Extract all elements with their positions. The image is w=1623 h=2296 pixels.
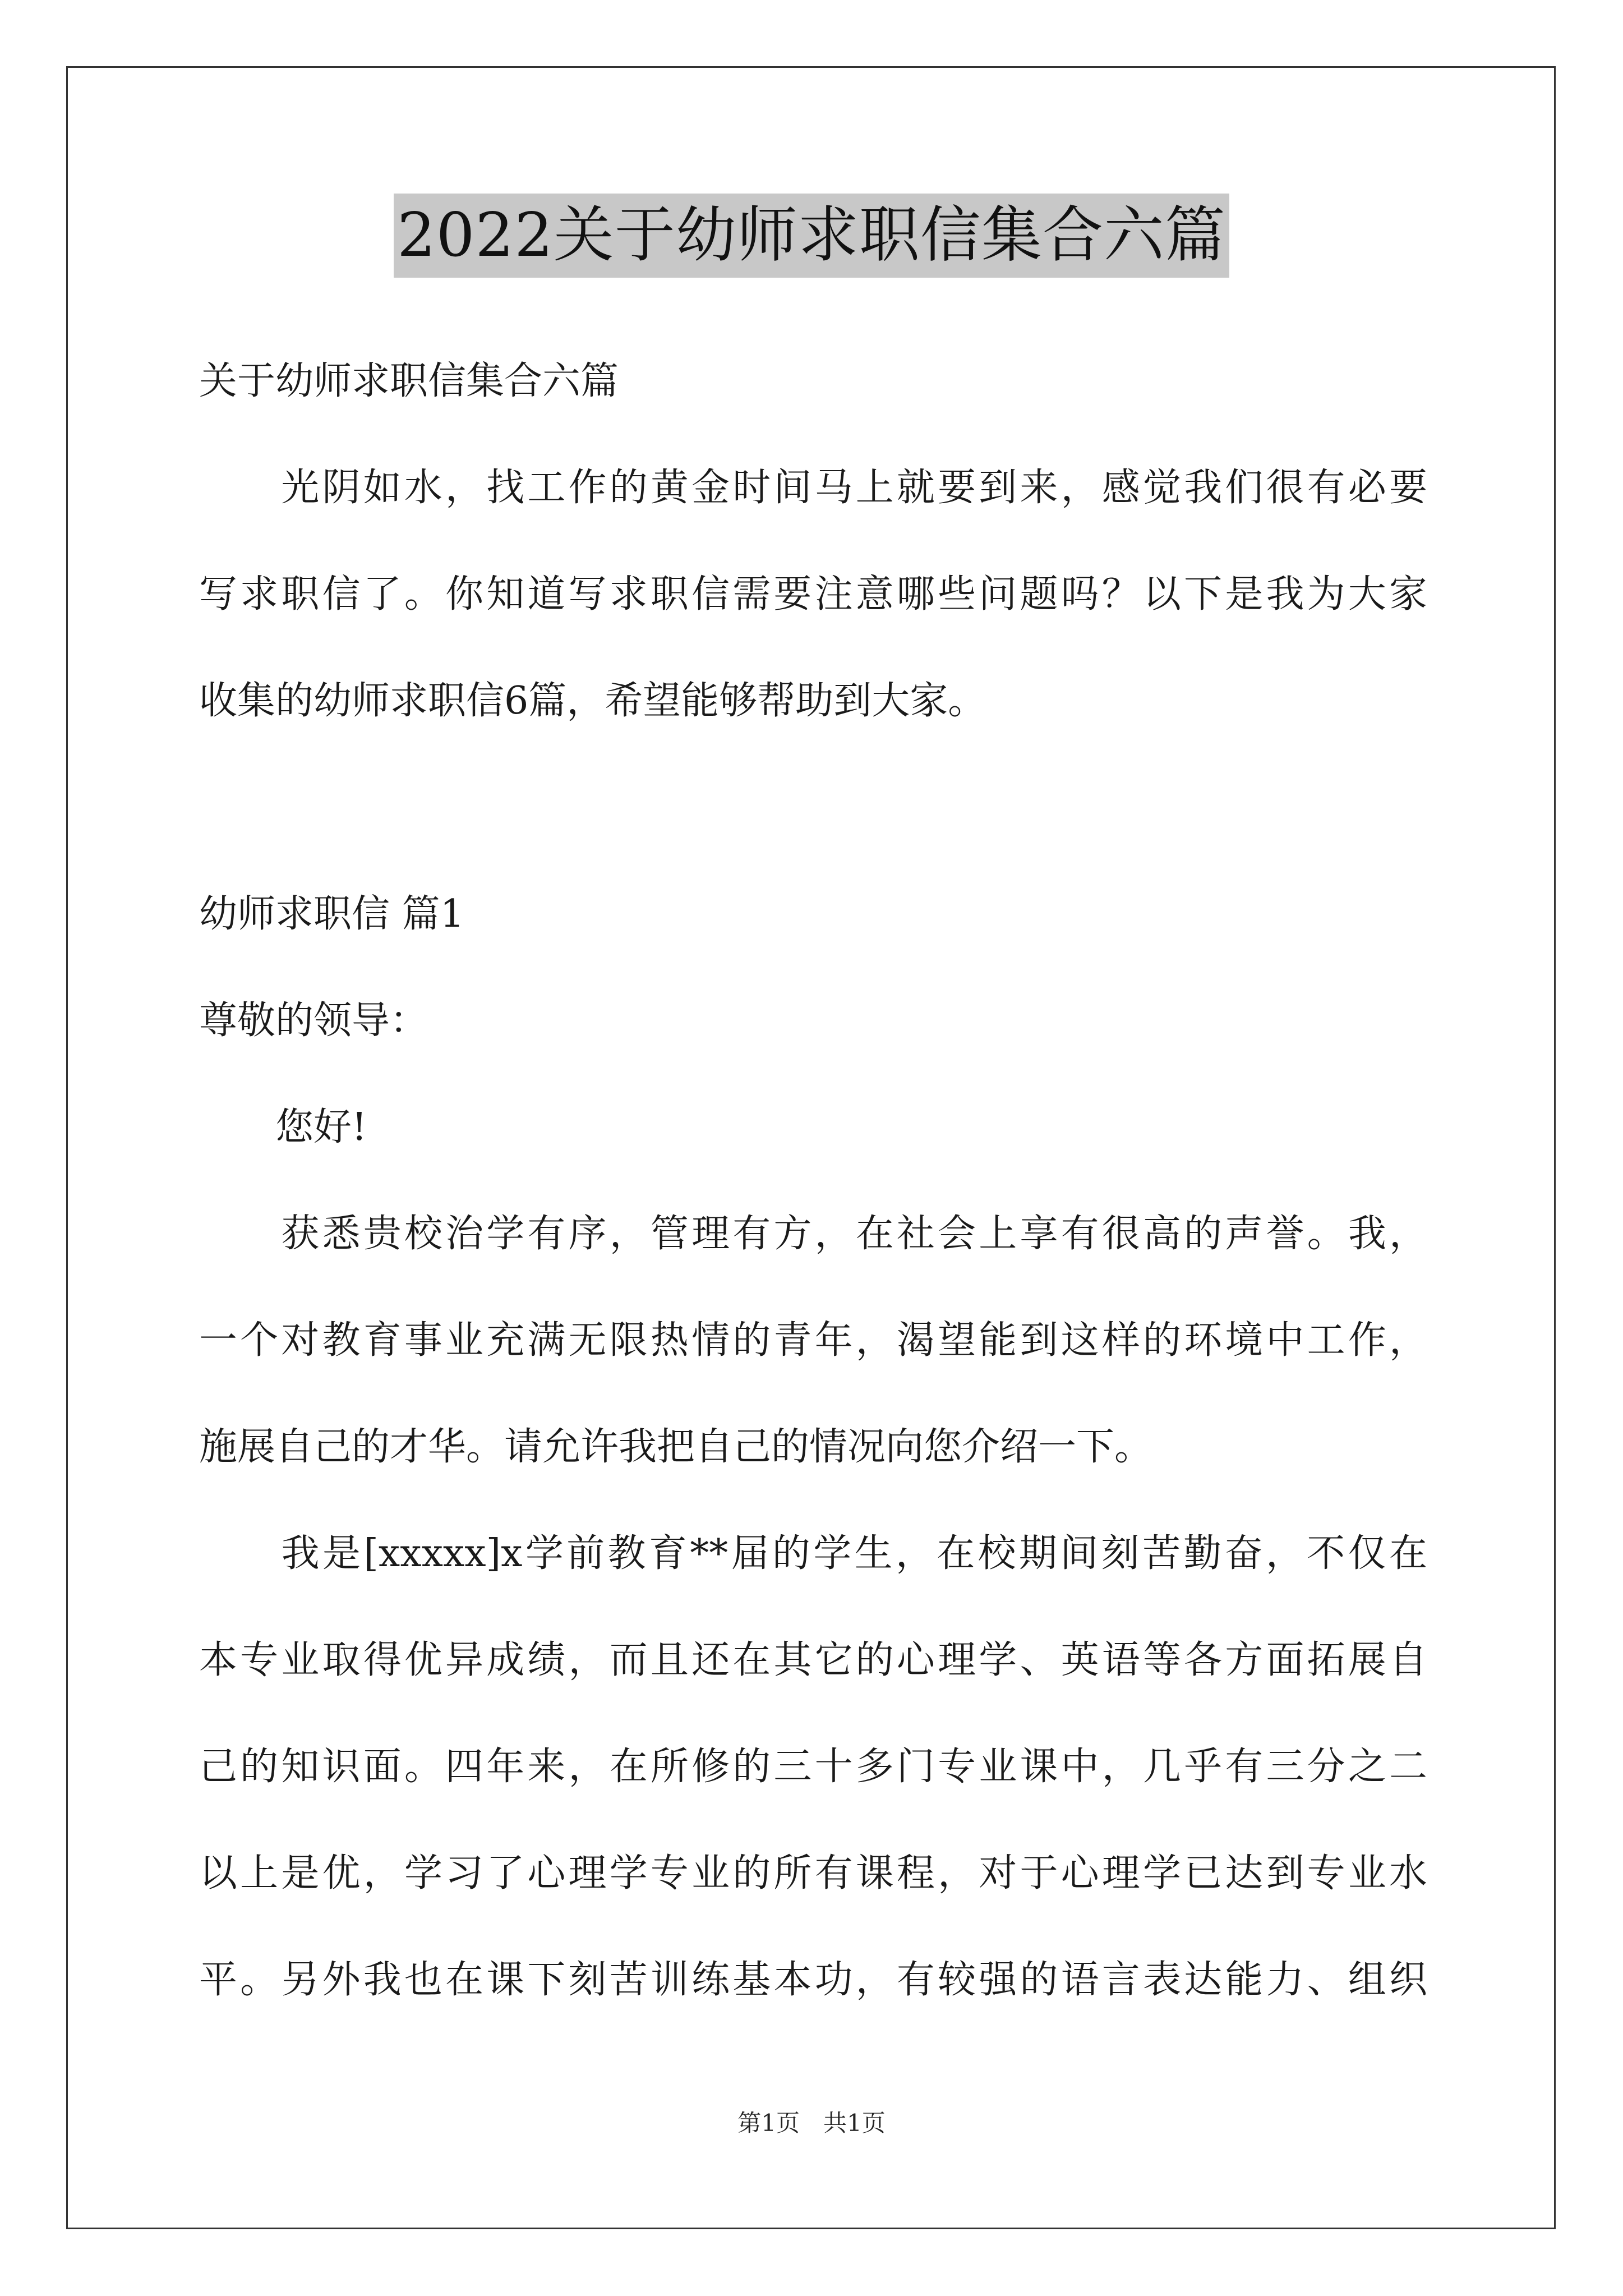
body-line-5: 本专业取得优异成绩，而且还在其它的心理学、英语等各方面拓展自 <box>199 1638 1427 1682</box>
intro-line-2: 写求职信了。你知道写求职信需要注意哪些问题吗？以下是我为大家 <box>199 572 1427 616</box>
greeting: 您好! <box>199 1105 367 1149</box>
body-line-3: 施展自己的才华。请允许我把自己的情况向您介绍一下。 <box>199 1425 1153 1469</box>
body-line-4: 我是[xxxxx]x学前教育**届的学生，在校期间刻苦勤奋，不仅在 <box>199 1531 1427 1576</box>
subtitle-line: 关于幼师求职信集合六篇 <box>199 359 619 403</box>
section-heading: 幼师求职信 篇1 <box>199 892 464 936</box>
body-line-1: 获悉贵校治学有序，管理有方，在社会上享有很高的声誉。我， <box>199 1212 1427 1256</box>
intro-line-3: 收集的幼师求职信6篇，希望能够帮助到大家。 <box>199 679 986 723</box>
body-line-7: 以上是优，学习了心理学专业的所有课程，对于心理学已达到专业水 <box>199 1851 1427 1895</box>
body-line-6: 己的知识面。四年来，在所修的三十多门专业课中，几乎有三分之二 <box>199 1745 1427 1789</box>
intro-line-1: 光阴如水，找工作的黄金时间马上就要到来，感觉我们很有必要 <box>199 466 1427 510</box>
body-line-2: 一个对教育事业充满无限热情的青年，渴望能到这样的环境中工作， <box>199 1318 1427 1363</box>
title-wrap <box>0 194 1623 278</box>
page-footer: 第1页 共1页 <box>737 2109 886 2137</box>
salutation: 尊敬的领导： <box>199 999 428 1043</box>
document-title: 2022关于幼师求职信集合六篇 <box>394 194 1229 278</box>
body-line-8: 平。另外我也在课下刻苦训练基本功，有较强的语言表达能力、组织 <box>199 1958 1427 2002</box>
